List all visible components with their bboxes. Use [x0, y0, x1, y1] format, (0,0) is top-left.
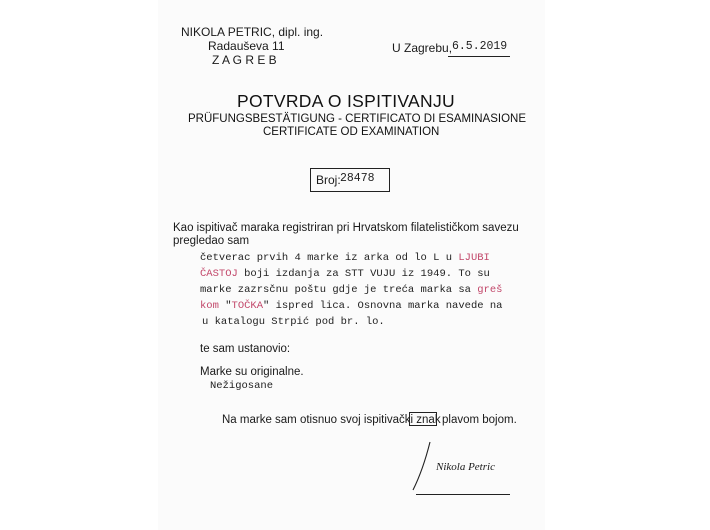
title-translation-1: PRÜFUNGSBESTÄTIGUNG - CERTIFICATO DI ESAMINASIONE — [188, 113, 527, 125]
description-text: " ispred lica. Osnovna marka navede na — [263, 300, 503, 312]
found-label: te sam ustanovio: — [200, 343, 291, 355]
document-title: POTVRDA O ISPITIVANJU — [237, 91, 455, 111]
description-color-word: LJUBI — [458, 252, 490, 264]
description-error-name: TOČKA — [231, 300, 264, 312]
issuer-name: NIKOLA PETRIC, dipl. ing. — [181, 25, 324, 39]
intro-line-1: Kao ispitivač maraka registriran pri Hrvatskom filatelističkom savezu — [173, 222, 519, 234]
intro-line-2: pregledao sam — [173, 235, 250, 247]
signature-line — [416, 494, 510, 495]
description-text: " — [218, 300, 232, 312]
number-label: Broj: — [316, 173, 341, 187]
signature-name: Nikola Petric — [436, 461, 495, 473]
found-statement: Marke su originalne. — [200, 366, 304, 378]
date-underline — [448, 56, 510, 57]
description-line-4 — [200, 300, 502, 312]
issuer-city: Z A G R E B — [212, 53, 277, 67]
description-text: boji izdanja za STT VUJU iz 1949. To su — [237, 268, 490, 280]
scan-margin-left — [0, 0, 158, 530]
stamp-note-before: Na marke sam otisnuo svoj ispitivački znak — [222, 414, 441, 426]
date-value: 6.5.2019 — [452, 40, 508, 53]
stamp-mark-box — [409, 412, 437, 426]
description-text: četverac prvih 4 marke iz arka od lo L u — [200, 252, 459, 264]
stamp-note-after: plavom bojom. — [442, 414, 517, 426]
scan-margin-right — [545, 0, 710, 530]
found-note: Nežigosane — [210, 380, 274, 392]
place-label: U Zagrebu, — [392, 41, 453, 55]
description-line-5: u katalogu Strpić pod br. lo. — [202, 316, 385, 328]
description-line-3 — [200, 284, 502, 296]
description-error-word: kom — [200, 300, 219, 312]
number-value: 28478 — [340, 172, 375, 185]
issuer-street: Radauševa 11 — [208, 39, 285, 53]
description-line-1 — [200, 252, 490, 264]
description-error-word: greš — [477, 284, 503, 296]
title-translation-2: CERTIFICATE OD EXAMINATION — [263, 126, 440, 138]
description-color-word: ČASTOJ — [200, 268, 238, 280]
description-text: marke zazrsčnu poštu gdje je treća marka sa — [200, 284, 478, 296]
description-line-2 — [200, 268, 490, 280]
